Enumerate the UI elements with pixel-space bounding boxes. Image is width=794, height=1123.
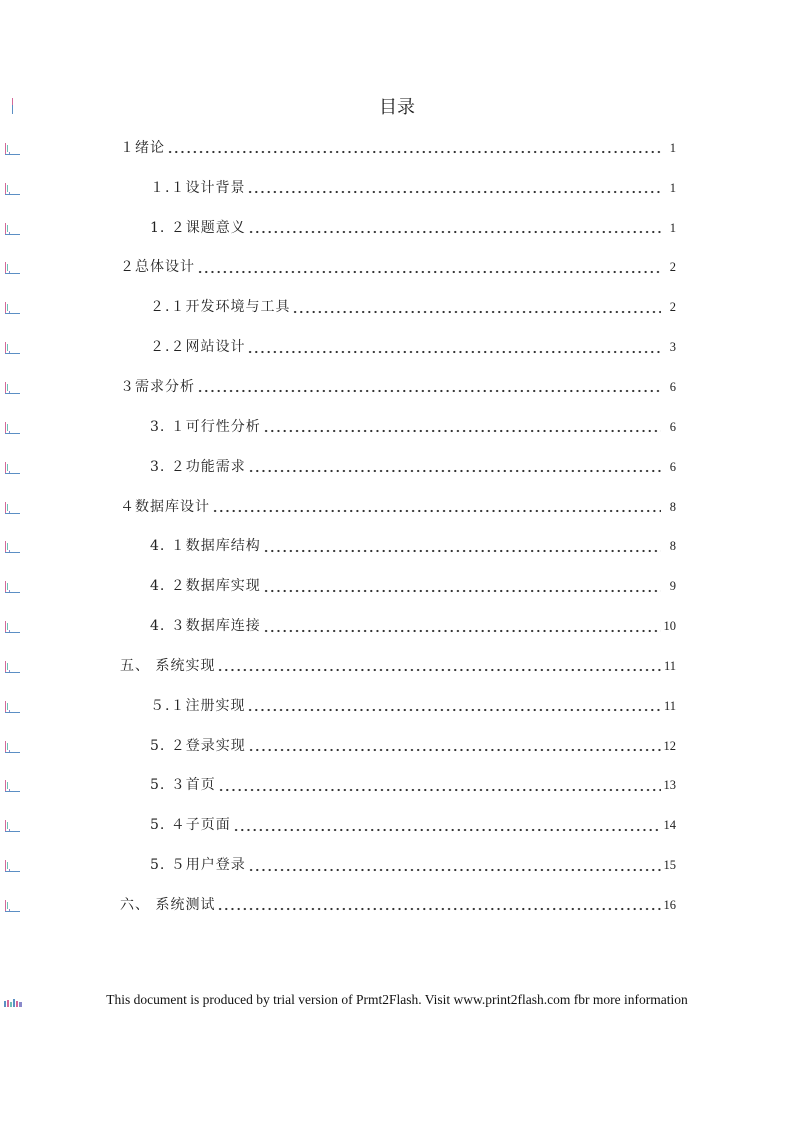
toc-entry-page-number: 15 <box>663 858 676 873</box>
toc-entry[interactable] <box>120 248 676 288</box>
margin-marker-icon <box>4 260 21 273</box>
toc-entry[interactable] <box>120 447 676 487</box>
margin-marker-icon <box>4 539 21 552</box>
toc-entry[interactable] <box>120 845 676 885</box>
toc-entry[interactable] <box>120 287 676 327</box>
toc-entry-label: ２.２网站设计 <box>150 339 246 356</box>
margin-marker-icon <box>4 380 21 393</box>
toc-entry[interactable] <box>120 766 676 806</box>
margin-marker-icon <box>4 739 21 752</box>
toc-entry-label: 5. ２登录实现 <box>150 737 246 754</box>
dot-leader <box>263 580 661 593</box>
margin-marker-icon <box>4 500 21 513</box>
dot-leader <box>247 181 661 194</box>
toc-entry-page-number: 1 <box>669 180 676 195</box>
dot-leader <box>248 221 661 234</box>
margin-marker-icon <box>4 818 21 831</box>
toc-entry-label: １绪论 <box>120 139 165 156</box>
toc-entry-label: 4. １数据库结构 <box>150 538 261 555</box>
dot-leader <box>233 819 661 832</box>
toc-entry-page-number: 1 <box>669 140 676 155</box>
toc-title: 目录 <box>379 97 415 118</box>
toc-entry-page-number: 6 <box>669 419 676 434</box>
margin-marker-icon <box>4 460 21 473</box>
toc-entry[interactable] <box>120 208 676 248</box>
toc-entry-label: ２.１开发环境与工具 <box>150 299 291 316</box>
trial-version-notice: This document is produced by trial version of Prmt2Flash. Visit www.print2flash.com fbr more information <box>106 992 688 1007</box>
margin-marker-icon <box>4 619 21 632</box>
toc-entry-page-number: 6 <box>669 379 676 394</box>
margin-marker-icon <box>4 221 21 234</box>
toc-entry[interactable] <box>120 646 676 686</box>
dot-leader <box>212 500 661 513</box>
toc-entry[interactable] <box>120 367 676 407</box>
toc-entry-label: ２总体设计 <box>120 259 195 276</box>
margin-marker-icon <box>4 420 21 433</box>
margin-marker-icon <box>4 898 21 911</box>
dot-leader <box>247 699 661 712</box>
dot-leader <box>248 739 661 752</box>
dot-leader <box>263 420 661 433</box>
dot-leader <box>167 141 661 154</box>
toc-entry-page-number: 2 <box>669 300 676 315</box>
toc-entry-page-number: 11 <box>663 658 676 673</box>
toc-entry[interactable] <box>120 128 676 168</box>
dot-leader <box>218 779 661 792</box>
toc-entry[interactable] <box>120 407 676 447</box>
margin-marker-icon <box>4 300 21 313</box>
toc-entry-page-number: 8 <box>669 499 676 514</box>
toc-entry-page-number: 14 <box>663 818 676 833</box>
toc-entry-label: １.１设计背景 <box>150 179 246 196</box>
toc-entry-label: 五、 系统实现 <box>120 657 216 674</box>
margin-marker-icon <box>4 579 21 592</box>
toc-entry-page-number: 1 <box>669 220 676 235</box>
toc-entry-label: ３需求分析 <box>120 378 195 395</box>
margin-marker-icon <box>4 858 21 871</box>
dot-leader <box>217 898 660 911</box>
toc-entry-page-number: 9 <box>669 579 676 594</box>
toc-entry-label: 4. ３数据库连接 <box>150 618 261 635</box>
margin-marker-icon <box>4 699 21 712</box>
dot-leader <box>248 460 661 473</box>
toc-entry-page-number: 11 <box>663 698 676 713</box>
toc-entry-page-number: 13 <box>663 778 676 793</box>
toc-entry-page-number: 8 <box>669 539 676 554</box>
toc-entry-page-number: 12 <box>663 738 676 753</box>
dot-leader <box>197 261 661 274</box>
dot-leader <box>217 659 661 672</box>
toc-entry-label: 3. １可行性分析 <box>150 418 261 435</box>
dot-leader <box>247 341 661 354</box>
toc-entry-label: ４数据库设计 <box>120 498 210 515</box>
toc-entry[interactable] <box>120 168 676 208</box>
toc-entry[interactable] <box>120 327 676 367</box>
toc-entry[interactable] <box>120 526 676 566</box>
toc-entry[interactable] <box>120 686 676 726</box>
toc-entry-page-number: 3 <box>669 340 676 355</box>
toc-entry-label: 5. ４子页面 <box>150 817 231 834</box>
margin-marker-icon <box>4 778 21 791</box>
toc-entry[interactable] <box>120 487 676 527</box>
toc-entry-label: 5. ３首页 <box>150 777 216 794</box>
toc-entry-label: 3. ２功能需求 <box>150 458 246 475</box>
toc-entry-page-number: 2 <box>669 260 676 275</box>
dot-leader <box>248 859 661 872</box>
toc-entry-page-number: 6 <box>669 459 676 474</box>
margin-marker-icon <box>4 340 21 353</box>
toc-entry-label: 4. ２数据库实现 <box>150 578 261 595</box>
toc-entry[interactable] <box>120 726 676 766</box>
toc-entry-page-number: 10 <box>663 619 676 634</box>
margin-marker-icon <box>4 659 21 672</box>
toc-entry[interactable] <box>120 885 676 925</box>
margin-marker-icon <box>4 141 21 154</box>
toc-entry[interactable] <box>120 566 676 606</box>
toc-entry[interactable] <box>120 606 676 646</box>
toc-entry-label: ５.１注册实现 <box>150 697 246 714</box>
toc-entry-page-number: 16 <box>663 897 676 912</box>
dot-leader <box>263 540 661 553</box>
table-of-contents <box>120 128 676 925</box>
dot-leader <box>263 620 661 633</box>
toc-entry-label: 5. ５用户登录 <box>150 857 246 874</box>
toc-entry[interactable] <box>120 805 676 845</box>
dot-leader <box>197 380 661 393</box>
dot-leader <box>292 301 661 314</box>
margin-marker-icon <box>4 181 21 194</box>
toc-entry-label: 1. ２课题意义 <box>150 219 246 236</box>
toc-entry-label: 六、 系统测试 <box>120 896 216 913</box>
